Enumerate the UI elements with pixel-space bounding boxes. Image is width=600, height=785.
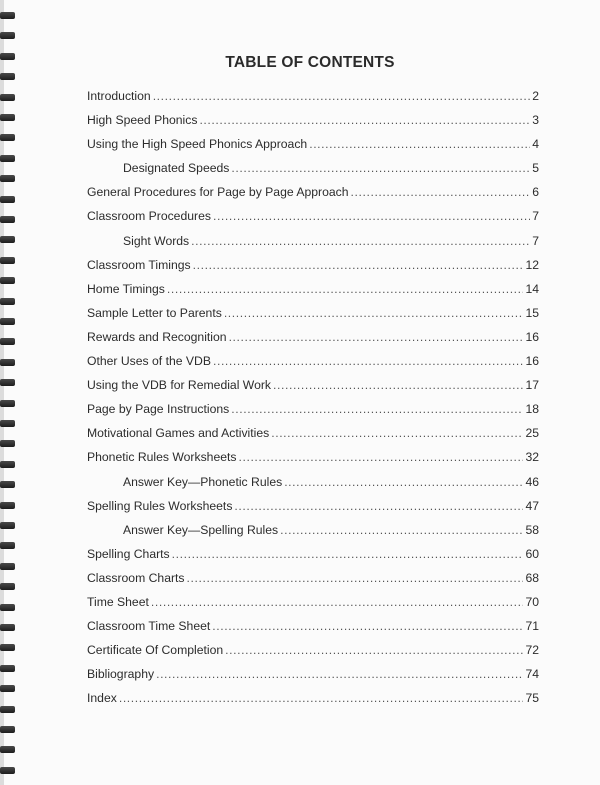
binding-coil (0, 12, 15, 19)
toc-entry-label: Answer Key—Spelling Rules (123, 522, 279, 537)
toc-entry-label: General Procedures for Page by Page Approach (87, 185, 349, 200)
toc-entry (87, 619, 539, 643)
toc-entry-page-number: 72 (525, 643, 539, 658)
toc-entry-label: Rewards and Recognition (87, 329, 227, 344)
binding-coil (0, 400, 15, 407)
dot-leader (156, 667, 523, 681)
toc-entry (87, 306, 539, 330)
dot-leader (225, 643, 523, 657)
binding-coil (0, 440, 15, 447)
binding-coil (0, 746, 15, 753)
toc-entry (87, 643, 539, 667)
dot-leader (351, 185, 531, 199)
toc-entry-page-number: 68 (525, 570, 539, 585)
toc-entry-label: Answer Key—Phonetic Rules (123, 474, 283, 489)
binding-coil (0, 542, 15, 549)
binding-coil (0, 420, 15, 427)
dot-leader (172, 547, 524, 561)
toc-entry-page-number: 16 (525, 354, 539, 369)
toc-entry-label: Introduction (87, 89, 151, 103)
toc-entry-page-number: 6 (532, 185, 539, 200)
toc-entry-label: Certificate Of Completion (87, 643, 224, 658)
dot-leader (191, 234, 530, 248)
toc-entry-label: Other Uses of the VDB (87, 354, 211, 369)
toc-entry-page-number: 3 (532, 113, 539, 128)
binding-coil (0, 318, 15, 325)
binding-coil (0, 94, 15, 101)
binding-coil (0, 604, 15, 611)
toc-entry-label: Motivational Games and Activities (87, 426, 270, 441)
dot-leader (187, 571, 524, 585)
toc-entry (87, 282, 539, 306)
dot-leader (151, 595, 524, 609)
binding-coil (0, 726, 15, 733)
dot-leader (271, 426, 523, 440)
dot-leader (231, 161, 530, 175)
toc-entry-page-number: 16 (525, 329, 539, 344)
toc-entry-label: Designated Speeds (123, 161, 230, 176)
toc-entry-page-number: 60 (525, 546, 539, 561)
toc-entry-page-number: 17 (525, 378, 539, 393)
dot-leader (212, 619, 523, 633)
toc-entry (87, 89, 539, 113)
toc-entry-page-number: 2 (532, 89, 539, 103)
dot-leader (284, 475, 523, 489)
binding-coil (0, 624, 15, 631)
binding-coil (0, 665, 15, 672)
binding-coil (0, 644, 15, 651)
dot-leader (167, 282, 524, 296)
table-of-contents (87, 89, 539, 715)
binding-coil (0, 114, 15, 121)
toc-entry-label: Spelling Rules Worksheets (87, 498, 233, 513)
binding-coil (0, 767, 15, 774)
toc-entry (87, 354, 539, 378)
toc-entry-label: Classroom Procedures (87, 209, 211, 224)
toc-entry-label: Using the High Speed Phonics Approach (87, 137, 308, 152)
toc-entry (87, 523, 539, 547)
dot-leader (224, 306, 524, 320)
toc-entry (87, 667, 539, 691)
toc-entry-page-number: 4 (532, 137, 539, 152)
toc-entry-page-number: 70 (525, 594, 539, 609)
toc-entry (87, 185, 539, 209)
toc-entry-page-number: 7 (532, 233, 539, 248)
toc-entry (87, 547, 539, 571)
toc-entry (87, 402, 539, 426)
binding-coil (0, 134, 15, 141)
dot-leader (231, 402, 523, 416)
toc-entry (87, 330, 539, 354)
toc-entry-label: Time Sheet (87, 594, 149, 609)
binding-coil (0, 155, 15, 162)
dot-leader (273, 378, 523, 392)
toc-entry-page-number: 32 (525, 450, 539, 465)
toc-entry-label: High Speed Phonics (87, 113, 198, 128)
toc-entry-page-number: 14 (525, 281, 539, 296)
binding-coil (0, 583, 15, 590)
binding-coil (0, 32, 15, 39)
toc-entry-label: Using the VDB for Remedial Work (87, 378, 272, 393)
binding-coil (0, 216, 15, 223)
page-title: TABLE OF CONTENTS (225, 54, 395, 72)
binding-coil (0, 277, 15, 284)
dot-leader (234, 499, 523, 513)
dot-leader (229, 330, 524, 344)
toc-entry-label: Home Timings (87, 281, 165, 296)
toc-entry (87, 691, 539, 715)
toc-entry-page-number: 12 (525, 257, 539, 272)
toc-entry-label: Classroom Timings (87, 257, 191, 272)
toc-entry-page-number: 75 (525, 691, 539, 706)
toc-entry (87, 234, 539, 258)
binding-coil (0, 175, 15, 182)
binding-coil (0, 563, 15, 570)
toc-entry (87, 209, 539, 233)
dot-leader (238, 450, 523, 464)
toc-entry (87, 475, 539, 499)
dot-leader (119, 691, 524, 705)
binding-coil (0, 257, 15, 264)
binding-coil (0, 522, 15, 529)
binding-coil (0, 685, 15, 692)
toc-entry (87, 595, 539, 619)
toc-entry (87, 426, 539, 450)
binding-coil (0, 481, 15, 488)
toc-entry (87, 137, 539, 161)
toc-entry-page-number: 46 (525, 474, 539, 489)
toc-entry-label: Page by Page Instructions (87, 402, 230, 417)
toc-entry-page-number: 18 (525, 402, 539, 417)
toc-entry-page-number: 15 (525, 305, 539, 320)
binding-coil (0, 461, 15, 468)
toc-entry (87, 161, 539, 185)
toc-entry (87, 258, 539, 282)
dot-leader (280, 523, 523, 537)
dot-leader (153, 89, 531, 103)
toc-entry-label: Spelling Charts (87, 546, 170, 561)
toc-entry (87, 113, 539, 137)
toc-entry-page-number: 71 (525, 619, 539, 634)
toc-entry-label: Classroom Time Sheet (87, 619, 211, 634)
toc-entry-page-number: 5 (532, 161, 539, 176)
dot-leader (213, 354, 523, 368)
toc-entry-label: Index (87, 691, 117, 706)
spiral-binding (0, 0, 16, 785)
toc-entry-page-number: 47 (525, 498, 539, 513)
toc-entry-page-number: 74 (525, 667, 539, 682)
toc-entry (87, 571, 539, 595)
toc-entry-label: Classroom Charts (87, 570, 185, 585)
toc-entry-page-number: 25 (525, 426, 539, 441)
dot-leader (309, 137, 530, 151)
toc-entry-label: Sight Words (123, 233, 190, 248)
dot-leader (193, 258, 524, 272)
toc-entry (87, 499, 539, 523)
binding-coil (0, 298, 15, 305)
toc-entry (87, 450, 539, 474)
toc-entry-label: Phonetic Rules Worksheets (87, 450, 237, 465)
binding-coil (0, 236, 15, 243)
binding-coil (0, 502, 15, 509)
binding-coil (0, 706, 15, 713)
binding-coil (0, 338, 15, 345)
toc-entry-label: Sample Letter to Parents (87, 305, 222, 320)
toc-entry (87, 378, 539, 402)
binding-coil (0, 73, 15, 80)
toc-entry-page-number: 58 (525, 522, 539, 537)
binding-coil (0, 359, 15, 366)
dot-leader (199, 113, 530, 127)
binding-coil (0, 196, 15, 203)
binding-coil (0, 379, 15, 386)
dot-leader (213, 209, 530, 223)
toc-entry-label: Bibliography (87, 667, 155, 682)
toc-entry-page-number: 7 (532, 209, 539, 224)
